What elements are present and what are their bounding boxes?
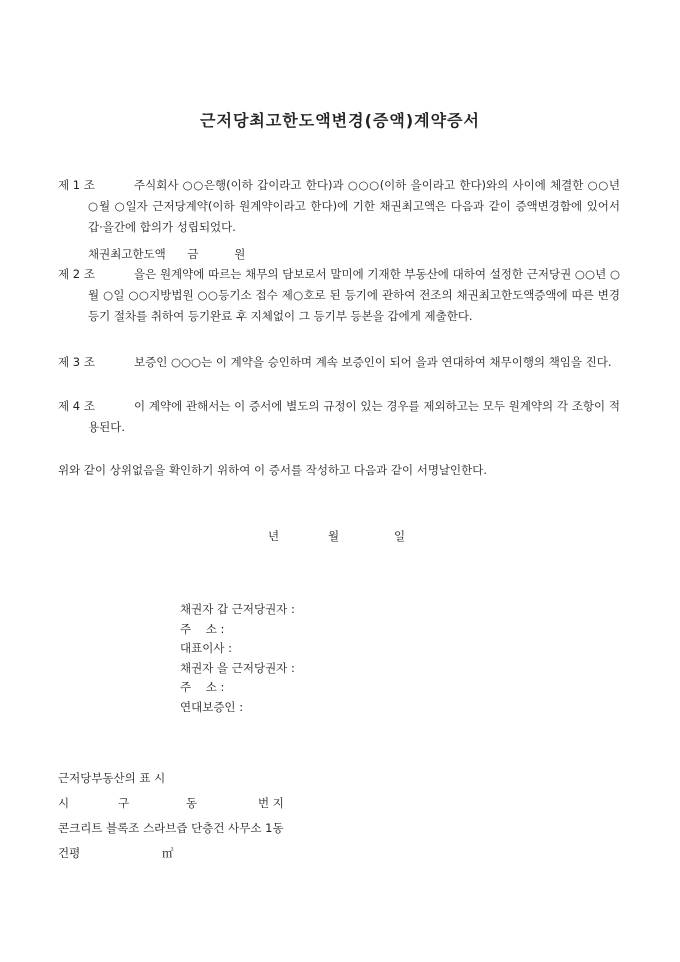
amount-unit: 원 xyxy=(234,247,246,261)
date-month: 월 xyxy=(328,529,340,543)
article-2-text: 을은 원계약에 따르는 채무의 담보로서 말미에 기재한 부동산에 대하여 설정한 근저당권 ○○년 ○월 ○일 ○○지방법원 ○○등기소 접수 제○호로 된 등기에 관하여 전조의 채권최고한도액증액에 따른 변경등기 절차를 취하여 등기완료 후 지체없이 그 등기부 등본을 갑에게 제출한다. xyxy=(88,267,620,323)
article-3 xyxy=(58,352,620,373)
address-district: 구 xyxy=(118,796,130,810)
creditor-b-address: 주 소 : xyxy=(180,680,225,694)
property-area xyxy=(58,841,284,866)
property-section xyxy=(58,766,284,866)
article-1 xyxy=(58,175,620,238)
area-unit: ㎡ xyxy=(162,846,174,860)
article-3-text: 보증인 ○○○는 이 계약을 승인하며 계속 보증인이 되어 을과 연대하여 채무이행의 책임을 진다. xyxy=(134,355,612,369)
address-city: 시 xyxy=(58,796,70,810)
article-3-label: 제 3 조 xyxy=(58,355,95,369)
article-2 xyxy=(58,264,620,327)
address-dong: 동 xyxy=(186,796,198,810)
creditor-a-address: 주 소 : xyxy=(180,621,225,636)
amount-line xyxy=(88,246,245,262)
article-2-label: 제 2 조 xyxy=(58,267,95,281)
area-label: 건평 xyxy=(58,846,81,860)
document-title: 근저당최고한도액변경(증액)계약증서 xyxy=(200,111,480,130)
creditor-b-line: 채권자 을 근저당권자 : xyxy=(180,660,295,675)
signature-block xyxy=(180,600,295,717)
amount-currency: 금 xyxy=(187,247,199,261)
representative-line: 대표이사 : xyxy=(180,641,232,655)
date-year: 년 xyxy=(268,529,280,543)
property-address xyxy=(58,791,284,816)
property-structure: 콘크리트 블록조 스라브즙 단층건 사무소 1동 xyxy=(58,821,284,835)
amount-label: 채권최고한도액 xyxy=(88,247,166,261)
article-1-label: 제 1 조 xyxy=(58,178,95,192)
address-lot: 번 지 xyxy=(258,796,284,810)
creditor-a-line: 채권자 갑 근저당권자 : xyxy=(180,602,295,616)
article-4-text: 이 계약에 관해서는 이 증서에 별도의 규정이 있는 경우를 제외하고는 모두 원계약의 각 조항이 적용된다. xyxy=(88,399,620,434)
article-4-label: 제 4 조 xyxy=(58,399,95,413)
guarantor-line: 연대보증인 : xyxy=(180,699,244,714)
article-1-text: 주식회사 ○○은행(이하 갑이라고 한다)과 ○○○(이하 을이라고 한다)와의 사이에 체결한 ○○년 ○월 ○일자 근저당계약(이하 원계약이라고 한다)에 기한 채권최고액은 다음과 같이 증액변경함에 있어서 갑·을간에 합의가 성립되었다. xyxy=(88,178,620,234)
date-day: 일 xyxy=(394,529,406,543)
property-heading: 근저당부동산의 표 시 xyxy=(58,771,166,785)
article-4 xyxy=(58,396,620,438)
closing-statement: 위와 같이 상위없음을 확인하기 위하여 이 증서를 작성하고 다음과 같이 서명날인한다. xyxy=(58,463,488,477)
